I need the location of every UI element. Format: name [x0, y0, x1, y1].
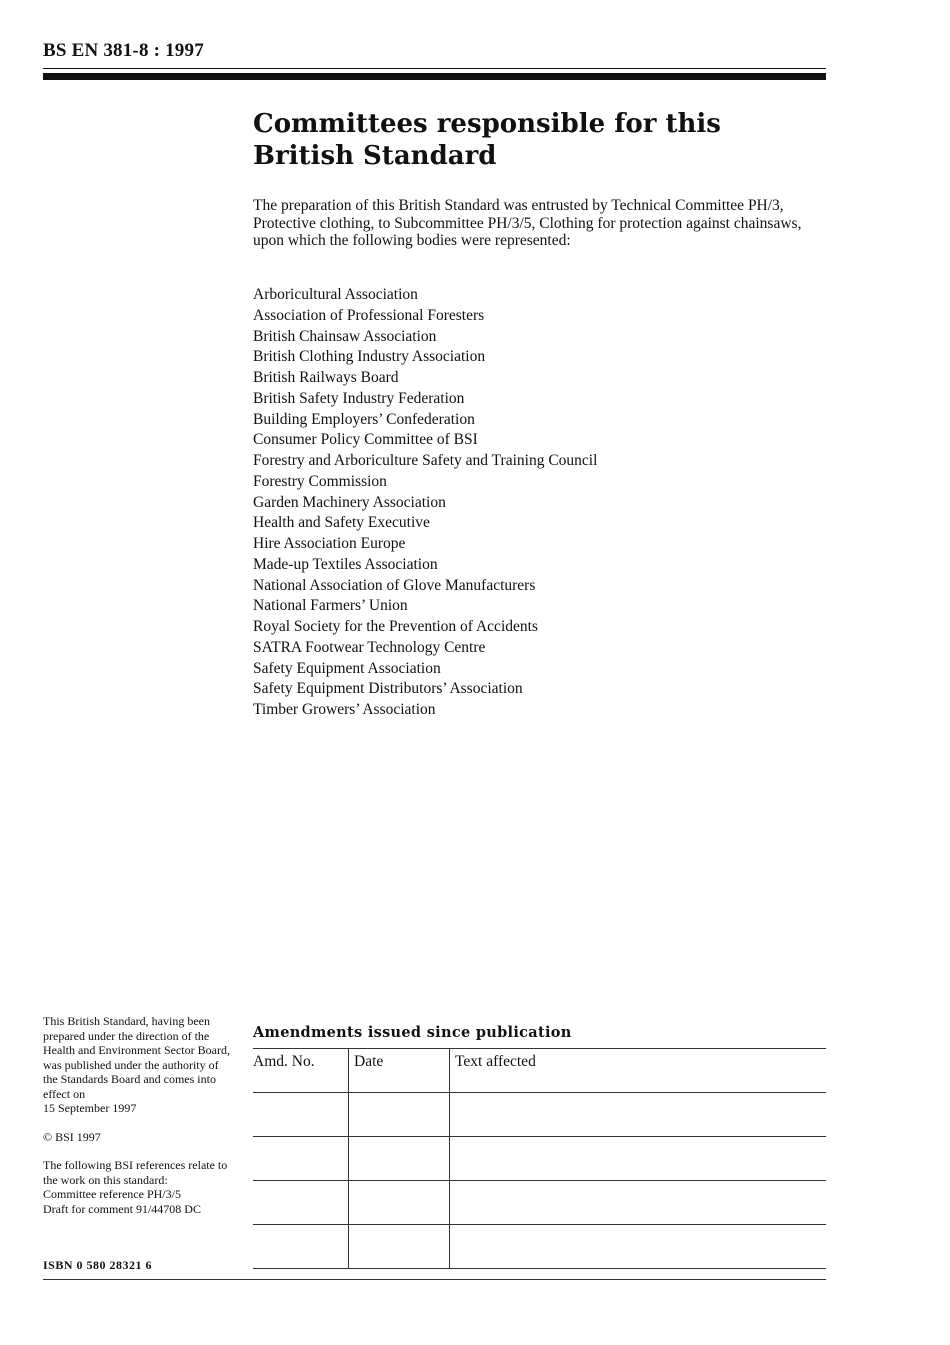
list-item: Association of Professional Foresters [253, 306, 485, 324]
list-item: British Chainsaw Association [253, 327, 437, 345]
list-item: Safety Equipment Association [253, 659, 441, 677]
table-row [253, 1137, 826, 1181]
column-header-text-affected: Text affected [450, 1049, 827, 1093]
list-item: SATRA Footwear Technology Centre [253, 638, 486, 656]
references-intro: The following BSI references relate to the work on this standard: [43, 1158, 228, 1187]
table-cell [349, 1137, 450, 1181]
page-title [253, 108, 813, 172]
list-item: Forestry Commission [253, 472, 387, 490]
table-cell [450, 1225, 827, 1269]
table-row [253, 1225, 826, 1269]
footer-rule [43, 1279, 826, 1280]
list-item: British Safety Industry Federation [253, 389, 465, 407]
list-item: Hire Association Europe [253, 535, 406, 552]
list-item: British Railways Board [253, 369, 399, 386]
list-item: Consumer Policy Committee of BSI [253, 431, 478, 449]
table-cell [450, 1181, 827, 1225]
list-item: Timber Growers’ Association [253, 701, 436, 718]
list-item: Royal Society for the Prevention of Accidents [253, 618, 538, 635]
table-cell [349, 1181, 450, 1225]
amendments-title: Amendments issued since publication [253, 1024, 572, 1041]
list-item: Made-up Textiles Association [253, 555, 438, 573]
table-cell [253, 1137, 349, 1181]
effective-date: 15 September 1997 [43, 1101, 137, 1115]
header-rule-thin [43, 68, 826, 69]
page-title-line-2: British Standard [253, 141, 497, 171]
list-item: Health and Safety Executive [253, 514, 430, 532]
list-item: Forestry and Arboriculture Safety and Training Council [253, 452, 598, 469]
table-cell [349, 1093, 450, 1137]
represented-bodies-list [253, 285, 597, 721]
list-item: British Clothing Industry Association [253, 348, 486, 366]
publication-note: This British Standard, having been prepared under the direction of the Health and Environment Sector Board, was published under the authority of the Standards Board and comes into effect on [43, 1014, 230, 1101]
header-rule-thick [43, 73, 826, 80]
table-cell [349, 1225, 450, 1269]
list-item: Garden Machinery Association [253, 493, 446, 511]
publication-sidebar [43, 1014, 233, 1216]
list-item: National Farmers’ Union [253, 597, 408, 615]
copyright-notice: © BSI 1997 [43, 1129, 101, 1144]
table-cell [253, 1181, 349, 1225]
draft-reference: Draft for comment 91/44708 DC [43, 1201, 201, 1216]
list-item: Building Employers’ Confederation [253, 410, 475, 428]
table-cell [450, 1137, 827, 1181]
table-cell [450, 1093, 827, 1137]
list-item: National Association of Glove Manufacturers [253, 576, 536, 594]
page-title-line-1: Committees responsible for this [253, 109, 721, 139]
intro-paragraph: The preparation of this British Standard was entrusted by Technical Committee PH/3, Protective clothing, to Subcommittee PH/3/5, Clothing for protection against chainsaws, upon which the following bodies were represented: [253, 197, 802, 249]
isbn: ISBN 0 580 28321 6 [43, 1258, 153, 1272]
document-reference: BS EN 381-8 : 1997 [43, 40, 204, 61]
amendments-header-row [253, 1049, 826, 1093]
table-cell [253, 1093, 349, 1137]
list-item: Safety Equipment Distributors’ Association [253, 680, 523, 698]
table-row [253, 1093, 826, 1137]
column-header-date: Date [349, 1049, 450, 1093]
table-row [253, 1181, 826, 1225]
amendments-table [253, 1048, 826, 1269]
committee-reference: Committee reference PH/3/5 [43, 1187, 181, 1201]
table-cell [253, 1225, 349, 1269]
column-header-amd-no: Amd. No. [253, 1049, 349, 1093]
list-item: Arboricultural Association [253, 286, 418, 303]
